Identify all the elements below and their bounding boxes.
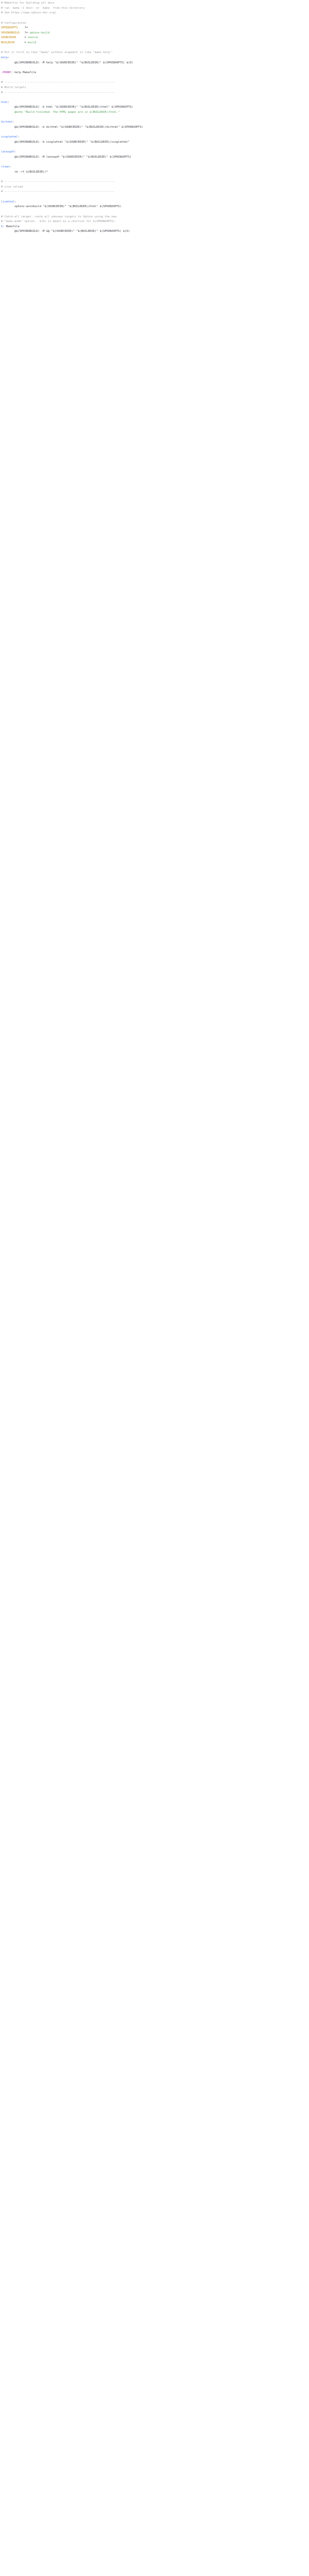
code-token: @echo "Build finished. The HTML pages are in $(BUILDDIR)/html." xyxy=(1,111,120,114)
code-token: @$(SPHINXBUILD) -b dirhtml "$(SOURCEDIR)" "$(BUILDDIR)/dirhtml" $(SPHINXOPTS) xyxy=(1,126,143,129)
code-token: # Catch-all target: route all unknown targets to Sphinx using the new xyxy=(1,215,116,218)
code-token: : xyxy=(18,135,20,139)
code-line xyxy=(0,170,309,175)
code-line xyxy=(0,180,309,185)
code-token: SOURCEDIR xyxy=(1,36,16,40)
code-line xyxy=(0,11,309,16)
code-line xyxy=(0,71,309,76)
code-token: ?= xyxy=(19,31,30,35)
code-token: : xyxy=(7,56,10,60)
code-token: clean xyxy=(1,165,10,169)
code-line xyxy=(0,135,309,140)
code-line xyxy=(0,120,309,125)
code-line xyxy=(0,86,309,91)
code-token: @$(SPHINXBUILD) -M $@ "$(SOURCEDIR)" "$(BUILDDIR)" $(SPHINXOPTS) $(O) xyxy=(1,230,130,233)
code-line xyxy=(0,95,309,100)
code-token: # Live reload xyxy=(1,185,23,189)
code-line xyxy=(0,91,309,96)
code-line xyxy=(0,61,309,66)
code-token: : xyxy=(7,100,10,104)
code-line xyxy=(0,115,309,121)
code-token: # Makefile for building all docs xyxy=(1,2,55,5)
code-token: build xyxy=(27,41,37,45)
code-token: sphinx-build xyxy=(29,31,50,35)
code-token: singlehtml xyxy=(1,135,18,139)
code-line xyxy=(0,145,309,150)
code-line xyxy=(0,190,309,195)
code-line xyxy=(0,160,309,165)
code-line xyxy=(0,110,309,115)
code-line xyxy=(0,80,309,86)
code-line xyxy=(0,105,309,110)
code-token: # ------------------------------------------------------------------ xyxy=(1,91,115,94)
code-token: : xyxy=(12,121,14,124)
code-line xyxy=(0,130,309,135)
code-token: sphinx-autobuild "$(SOURCEDIR)" "$(BUILDDIR)/html" $(SPHINXOPTS) xyxy=(1,205,122,209)
code-token: @$(SPHINXBUILD) -b html "$(SOURCEDIR)" "$(BUILDDIR)/html" $(SPHINXOPTS) xyxy=(1,106,133,109)
code-token: livehtml xyxy=(1,200,14,204)
code-token: SPHINXBUILD xyxy=(1,31,20,35)
code-line xyxy=(0,165,309,170)
code-line xyxy=(0,26,309,31)
code-token: help xyxy=(1,56,8,60)
code-token: : help Makefile xyxy=(11,71,37,74)
code-line xyxy=(0,225,309,230)
code-token: : Makefile xyxy=(3,225,20,228)
code-token: BUILDDIR xyxy=(1,41,14,45)
code-token: = xyxy=(16,36,28,40)
code-token: latexpdf xyxy=(1,150,14,154)
code-line xyxy=(0,195,309,200)
code-token: ?= xyxy=(18,26,30,30)
code-line xyxy=(0,65,309,71)
code-line xyxy=(0,200,309,205)
code-token: .PHONY xyxy=(1,71,11,74)
code-token: # Build targets xyxy=(1,86,26,89)
code-token: = xyxy=(14,41,28,45)
code-token: SPHINXOPTS xyxy=(1,26,18,30)
code-line xyxy=(0,205,309,210)
code-token: # run `make -C docs` or `make` from this directory xyxy=(1,6,85,10)
code-token: # ------------------------------------------------------------------ xyxy=(1,190,115,194)
code-line xyxy=(0,185,309,190)
code-line xyxy=(0,140,309,145)
code-token: html xyxy=(1,100,8,104)
code-line xyxy=(0,229,309,234)
code-line xyxy=(0,56,309,61)
code-line xyxy=(0,50,309,56)
code-line xyxy=(0,46,309,51)
code-line xyxy=(0,210,309,215)
code-line xyxy=(0,100,309,106)
code-token: source xyxy=(27,36,38,40)
code-token: : xyxy=(14,150,16,154)
code-token: : xyxy=(9,165,11,169)
code-line xyxy=(0,155,309,160)
code-line xyxy=(0,31,309,36)
code-token: # Put it first so that "make" without argument is like "make help". xyxy=(1,51,113,55)
code-token: % xyxy=(1,225,3,228)
code-token: @$(SPHINXBUILD) -b singlehtml "$(SOURCEDIR)" "$(BUILDDIR)/singlehtml" xyxy=(1,140,130,144)
code-line xyxy=(0,36,309,41)
code-token: : xyxy=(14,200,16,204)
code-token: # ------------------------------------------------------------------ xyxy=(1,81,115,84)
code-token: @$(SPHINXBUILD) -M latexpdf "$(SOURCEDIR)" "$(BUILDDIR)" $(SPHINXOPTS) xyxy=(1,155,132,159)
code-line xyxy=(0,21,309,26)
code-line xyxy=(0,6,309,11)
code-line xyxy=(0,16,309,21)
code-token: # Configuration xyxy=(1,21,26,25)
code-line xyxy=(0,41,309,46)
code-line xyxy=(0,150,309,155)
code-line xyxy=(0,76,309,81)
code-token: @$(SPHINXBUILD) -M help "$(SOURCEDIR)" "$(BUILDDIR)" $(SPHINXOPTS) $(O) xyxy=(1,61,133,64)
code-line xyxy=(0,125,309,130)
code-line xyxy=(0,219,309,225)
code-line xyxy=(0,215,309,220)
code-token: # See https://www.sphinx-doc.org/ xyxy=(1,11,57,15)
code-line xyxy=(0,1,309,6)
code-token: # ------------------------------------------------------------------ xyxy=(1,180,115,184)
code-token: dirhtml xyxy=(1,121,13,124)
code-token: rm -rf $(BUILDDIR)/* xyxy=(1,170,48,174)
code-token: # "make mode" option. $(O) is meant as a shortcut for $(SPHINXOPTS). xyxy=(1,220,116,224)
code-line xyxy=(0,175,309,180)
